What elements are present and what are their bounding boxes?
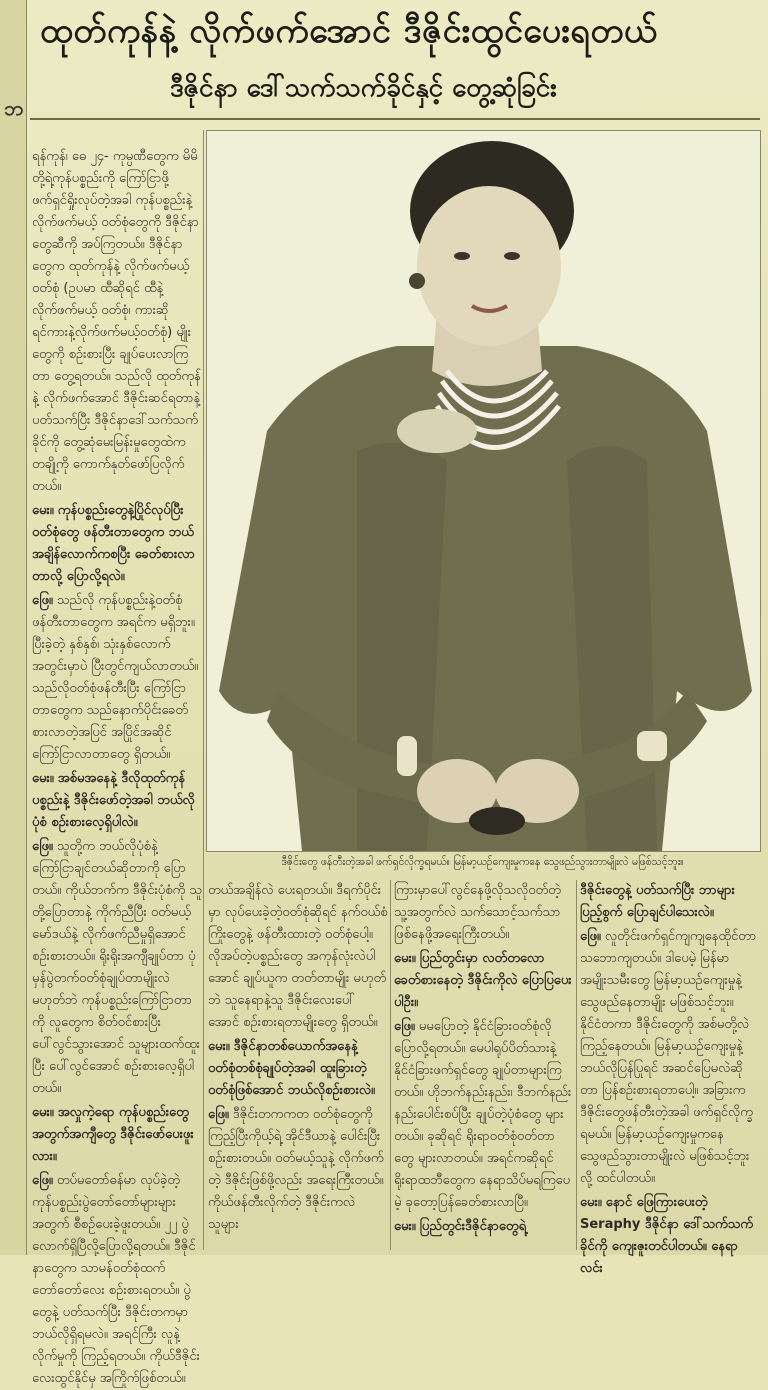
qa-label: မေး။ [394,951,416,966]
subheadline: ဒီဇိုင်နာ ဒေါ်သက်သက်ခိုင်နှင့် တွေ့ဆုံခြင်း [170,73,557,103]
column-divider [390,880,391,1250]
adjacent-article-glyph: ဘ [4,96,24,120]
paragraph-text: ဒီဇိုင်းတွေနဲ့ ပတ်သက်ပြီး ဘာများ ပြည့်စွက် ပြောချင်ပါသေးလဲ။ [580,883,735,920]
body-paragraph [394,880,574,946]
interview-answer [32,1170,202,1390]
column-divider [576,880,577,1250]
qa-label: မေး။ [394,1219,416,1234]
adjacent-article-strip [0,0,27,1255]
qa-label: ဖြေ။ [208,1107,229,1122]
headline: ထုတ်ကုန်နဲ့ လိုက်ဖက်အောင် ဒီဇိုင်းထွင်ပေးရတယ် [40,11,658,51]
interview-answer [580,926,760,1190]
face-shape [417,186,561,346]
paragraph-text: သည်လို ကုန်ပစ္စည်းနဲ့ဝတ်စုံဖန်တီးတာတွေက အရင်က မရှိဘူး။ ပြီးခဲ့တဲ့ နှစ်နှစ်၊ သုံးနှစ်လောက်အတွင်းမှာပဲ ပြီးတွင်ကျယ်လာတယ်။ သည်လိုဝတ်စုံဖန်တီးပြီး ကြော်ငြာတာတွေက သည်နောက်ပိုင်းခေတ်စားလာတဲ့အပြင် အပြိုင်အဆိုင် ကြော်ငြာလာတာတွေ ရှိတယ်။ [32,593,199,762]
paragraph-text: သူတို့က ဘယ်လိုပုံစံနဲ့ ကြော်ငြာချင်တယ်ဆိုတာကို ပြောတယ်။ ကိုယ်ဘက်က ဒီဇိုင်းပုံစံကို သူတို့ပြောတာနဲ့ ကိုက်ညီပြီး ဝတ်မယ့် မော်ဒယ်နဲ့ လိုက်ဖက်ညီမှုရှိအောင် စဉ်းစားတယ်။ ရိုးရိုးအကျီချုပ်တာ ပုံမှန်ပွဲတက်ဝတ်စုံချုပ်တာမျိုးလဲ မဟုတ်ဘဲ ကုန်ပစ္စည်းကြော်ငြာတာကို လူတွေက စိတ်ဝင်စားပြီး ပေါ်လွင်သွားအောင် သူများထက်ထူးပြီး ပေါ်လွင်အောင် စဉ်းစားလေ့ရှိပါတယ်။ [32,839,202,1096]
qa-label: ဖြေ။ [32,593,53,608]
body-paragraph [32,146,202,498]
qa-label: ဖြေ။ [32,1173,53,1188]
interview-question [32,500,202,588]
paragraph-text: တပ်မတော်ဓန်မာ လုပ်ခဲ့တဲ့ ကုန်ပစ္စည်းပွဲတော်တော်များများအတွက် စီစဉ်ပေးခဲ့ဖူးတယ်။ ၂၂ ပွဲလောက်ရှိပြီလို့ပြောလို့ရတယ်။ ဒီဇိုင်နာတွေက သာမန်ဝတ်စုံထက် တော်တော်လေး စဉ်းစားရတယ်။ ပွဲတွေနဲ့ ပတ်သက်ပြီး ဒီဇိုင်းတကမှာ ဘယ်လိုရှိရမလဲ။ အရင်ကြီး လူနဲ့လိုက်မှုကို ကြည့်ရတယ်။ ကိုယ်ဒီဇိုင်းလေးထွင်နိုင်မှ အကြိုက်ဖြစ်တယ်။ [32,1173,200,1386]
interview-question [394,1216,574,1238]
interview-answer [208,1104,388,1236]
qa-label: မေး။ [32,771,54,786]
paragraph-text: အလှုကဲ့ရော ကုန်ပစ္စည်းတွေအတွက်အကျီတွေ ဒီဇိုင်းဖော်ပေးဖူးလား။ [32,1105,194,1164]
paragraph-text: အစ်မအနေနဲ့ ဒီလိုထုတ်ကုန်ပစ္စည်းနဲ့ ဒီဇိုင်းဖော်တဲ့အခါ ဘယ်လိုပုံစံ စဉ်းစားလေ့ရှိပါလဲ။ [32,771,195,830]
paragraph-text: ကြားမှာပေါ်လွင်နေဖို့လိုသလိုဝတ်တဲ့ သူ့အတွက်လဲ သက်သောင့်သက်သာဖြစ်နေဖို့အရေးကြီးတယ်။ [394,883,561,942]
paragraph-text: ရန်ကုန်၊ ဓေ ၂၄- ကုမ္ပဏီတွေက မိမိတို့ရဲ့ကုန်ပစ္စည်းကို ကြော်ငြာဖို့ ဖက်ရှင်ရှိုးလုပ်တဲ့အခါ ကုန်ပစ္စည်းနဲ့ လိုက်ဖက်မယ့် ဝတ်စုံတွေကို ဒီဇိုင်နာတွေဆီကို အပ်ကြတယ်။ ဒီဇိုင်နာတွေက ထုတ်ကုန်နဲ့ လိုက်ဖက်မယ့်ဝတ်စုံ (ဥပမာ ထီဆိုရင် ထီနဲ့ လိုက်ဖက်မယ့် ဝတ်စုံ၊ ကားဆိုရင်ကားနဲ့လိုက်ဖက်မယ့်ဝတ်စုံ) မျိုးတွေကို စဉ်းစားပြီး ချုပ်ပေးလာကြတာ တွေ့ရတယ်။ သည်လို ထုတ်ကုန်နဲ့ လိုက်ဖက်အောင် ဒီဇိုင်းဆင်ရတာနဲ့ ပတ်သက်ပြီး ဒီဇိုင်နာဒေါ်သက်သက်ခိုင်ကို တွေ့ဆုံမေးမြန်းမှုတွေထဲက တချို့ကို ကောက်နုတ်ဖော်ပြလိုက်တယ်။ [32,149,201,494]
paragraph-text: နောင် ဖြေကြားပေးတဲ့ Seraphy ဒီဇိုင်နာ ဒေါ်သက်သက်ခိုင်ကို ကျေးဇူးတင်ပါတယ်။ နေရာလင်း [580,1195,754,1276]
paragraph-text: ပြည်တွင်းဒီဇိုင်နာတွေရဲ့ [419,1219,527,1234]
qa-label: မေး။ [32,503,54,518]
clutch-bag [469,807,525,835]
paragraph-text: ပြည်တွင်းမှာ လတ်တလော ခေတ်စားနေတဲ့ ဒီဇိုင်းကိုလဲ ပြောပြပေးပါဦး။ [394,951,572,1010]
interview-question [580,1192,760,1280]
interview-answer [394,1016,574,1214]
column-divider [203,130,204,1250]
paragraph-text: တယ်အချိန်လဲ ပေးရတယ်။ ဒီရက်ပိုင်းမှာ လုပ်ပေးခဲ့တဲ့ဝတ်စုံဆိုရင် နက်ဝယ်စံ ကြိုးတွေနဲ့ ဖန်တီးထားတဲ့ ဝတ်စုံပေါ့။ လိုအပ်တဲ့ပစ္စည်းတွေ အကုန်လုံးလဲပါအောင် ချုပ်ယူက တတ်တာမျိုး မဟုတ်ဘဲ သူနေရာနဲ့သူ ဒီဇိုင်းလေးပေါ် အောင် စဉ်းစားရတာမျိုးတွေ ရှိတယ်။ [208,883,388,1030]
paragraph-text: ဒီဇိုင်းတကကတ ဝတ်စုံတွေကို ကြည့်ပြီးကိုယ့်ရဲ့ အိုင်ဒီယာနဲ့ ပေါင်းပြီး စဉ်းစားတယ်။ ဝတ်မယ့်သူနဲ့ လိုက်ဖက်တဲ့ ဒီဇိုင်းဖြစ်ဖို့လည်း အရေးကြီးတယ်။ ကိုယ်ဖန်တီးလိုက်တဲ့ ဒီဇိုင်းကလဲ သူများ [208,1107,384,1232]
qa-label: မေး။ [208,1039,230,1054]
left-column [32,146,202,1386]
qa-label: မေး။ [580,1195,602,1210]
interview-question [208,1036,388,1102]
brooch-shape [397,409,477,453]
qa-label: မေး။ [32,1105,54,1120]
portrait-illustration [207,131,760,851]
qa-label: ဖြေ။ [580,929,601,944]
interview-question [394,948,574,1014]
qa-label: ဖြေ။ [394,1019,415,1034]
portrait-photo [206,130,761,852]
paragraph-text: မမပြောတဲ့ နိုင်ငံခြားဝတ်စုံလို ပြောလို့ရတယ်။ မေပါရုပ်ပိတ်သားနဲ့ နိုင်ငံခြားဖက်ရှင်တွေ ချုပ်တာများကြတယ်။ ဟိုဘက်နည်းနည်း၊ ဒီဘက်နည်းနည်းပေါင်းစပ်ပြီး ချုပ်တဲ့ပုံစံတွေ များတယ်။ ခုဆိုရင် ရိုးရာဝတ်စုံဝတ်တာတွေ များလာတယ်။ အရင်ကဆိုရင် ရိုးရာထဘီတွေက နေရာသိပ်မရကြပေမဲ့ ခုတော့ပြန်ခေတ်စားလာပြီ။ [394,1019,572,1210]
qa-label: ဖြေ။ [32,839,53,854]
paragraph-text: ကုန်ပစ္စည်းတွေနဲ့ပြိုင်လုပ်ပြီး ဝတ်စုံတွေ ဖန်တီးတာတွေက ဘယ်အချိန်လောက်ကစပြီး ခေတ်စားလာတာလို့ ပြောလို့ရလဲ။ [32,503,195,584]
interview-question [580,880,760,924]
interview-answer [32,590,202,766]
bottom-column-2 [394,880,574,1250]
body-paragraph [208,880,388,1034]
paragraph-text: လူတိုင်းဖက်ရှင်ကျကျနေထိုင်တာ သဘောကျတယ်။ ဒါပေမဲ့ မြန်မာအမျိုးသမီးတွေ မြန်မာ့ယဉ်ကျေးမှုနဲ့ သွေဖည်နေတာမျိုး မဖြစ်သင့်ဘူး။ နိုင်ငံတကာ ဒီဇိုင်းတွေကို အစ်မတို့လဲ ကြည့်နေတယ်။ မြန်မာ့ယဉ်ကျေးမှုနဲ့ ဘယ်လိုပြန်ပြုရင် အဆင်ပြေမလဲဆိုတာ ပြန်စဉ်းစားရတာပေါ့။ အခြားက ဒီဇိုင်းတွေဖန်တီးတဲ့အခါ ဖက်ရှင်လိုက္ခရမယ်။ မြန်မာ့ယဉ်ကျေးမှုကနေ သွေဖည်သွားတာမျိုးလဲ မဖြစ်သင့်ဘူးလို့ ထင်ပါတယ်။ [580,929,757,1186]
interview-question [32,768,202,834]
interview-question [32,1102,202,1168]
bottom-column-3 [580,880,760,1276]
bottom-column-1 [208,880,388,1250]
header-divider [30,118,760,120]
paragraph-text: ဒီဇိုင်နာတစ်ယောက်အနေနဲ့ ဝတ်စုံတစ်စုံချုပ်တဲ့အခါ ထူးခြားတဲ့ဝတ်စုံဖြစ်အောင် ဘယ်လိုစဉ်းစားလဲ။ [208,1039,375,1098]
interview-answer [32,836,202,1100]
photo-caption: ဒီဇိုင်းတွေ ဖန်တီးတဲ့အခါ ဖက်ရှင်လိုက္ခရမယ်။ မြန်မာ့ယဉ်ကျေးမှုကနေ သွေဖည်သွားတာမျိုးလဲ မဖြစ်သင့်ဘူး။ [281,856,684,868]
